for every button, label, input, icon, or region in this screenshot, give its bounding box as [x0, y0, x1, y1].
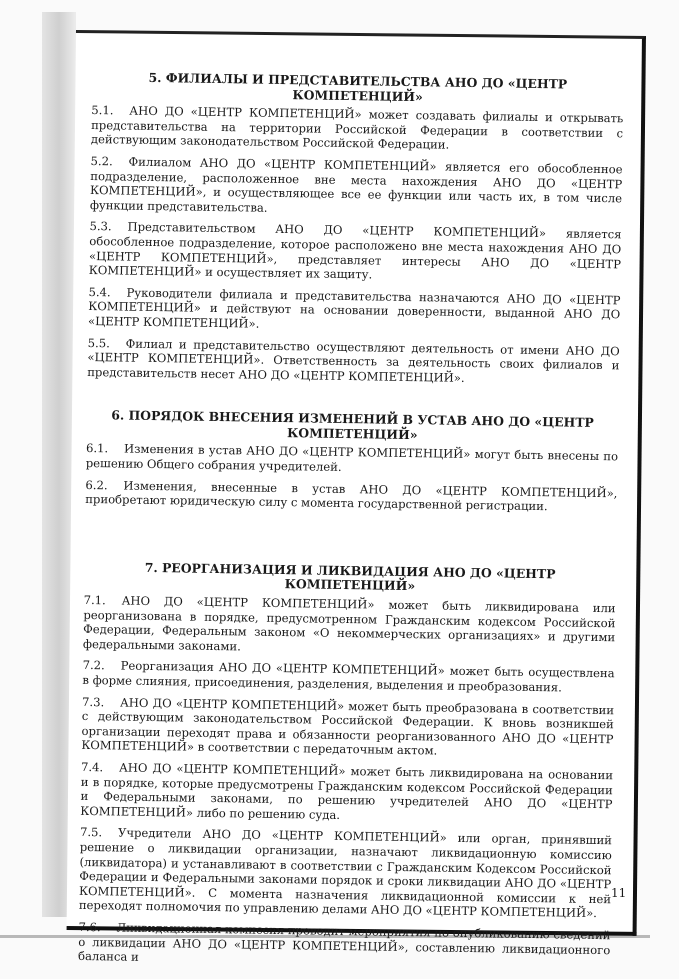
- paragraph: [85, 478, 617, 516]
- paragraph-number: 5.1.: [91, 103, 114, 118]
- paragraph-text: АНО ДО «ЦЕНТР КОМПЕТЕНЦИЙ» может быть преобразована в соответствии с действующим законодательством Российской Федерации. К вновь возникшей организации переходят права и обязанности реорганизованного АНО ДО «ЦЕНТР КОМПЕТЕНЦИЙ» в соответствии с передаточным актом.: [81, 695, 615, 758]
- paragraph-text: Изменения, внесенные в устав АНО ДО «ЦЕНТР КОМПЕТЕНЦИЙ», приобретают юридическую силу с момента государственной регистрации.: [85, 478, 618, 514]
- section-title: 6. ПОРЯДОК ВНЕСЕНИЯ ИЗМЕНЕНИЙ В УСТАВ АНО ДО «ЦЕНТР КОМПЕТЕНЦИЙ»: [111, 407, 594, 443]
- section-title: 7. РЕОРГАНИЗАЦИЯ И ЛИКВИДАЦИЯ АНО ДО «ЦЕНТР КОМПЕТЕНЦИЙ»: [144, 559, 556, 594]
- paragraph: [88, 285, 621, 337]
- section-6: [85, 408, 618, 515]
- paragraph-text: Реорганизация АНО ДО «ЦЕНТР КОМПЕТЕНЦИЙ» может быть осуществлена в форме слияния, присоединения, разделения, выделения и преобразования.: [82, 658, 615, 695]
- paragraph-number: 5.3.: [89, 219, 112, 234]
- paragraph-number: 7.2.: [82, 658, 105, 673]
- paragraph: [83, 593, 616, 660]
- paragraph-number: 5.4.: [88, 284, 111, 300]
- paragraph: [79, 825, 612, 921]
- paragraph-number: 5.2.: [90, 153, 113, 169]
- paragraph: [90, 154, 623, 221]
- paragraph-number: 7.3.: [81, 694, 105, 709]
- paragraph-number: 7.6.: [78, 919, 101, 935]
- paragraph-text: АНО ДО «ЦЕНТР КОМПЕТЕНЦИЙ» может создавать филиалы и открывать представительства на территории Российской Федерации в соответствии с действующим законодательством Российской Федерации.: [90, 103, 624, 152]
- paragraph-number: 7.4.: [80, 759, 104, 775]
- paragraph: [81, 695, 614, 762]
- paragraph-text: Учредители АНО ДО «ЦЕНТР КОМПЕТЕНЦИЙ» или орган, принявший решение о ликвидации организации, назначают ликвидационную комиссию (ликвидатора) и устанавливают в соответствии с Гражданским Кодексом Российской Федерации и Федеральными законами порядок и сроки ликвидации АНО ДО «ЦЕНТР КОМПЕТЕНЦИЙ». С момента назначения ликвидационной комиссии к ней переходят полномочия по управлению делами АНО ДО «ЦЕНТР КОМПЕТЕНЦИЙ».: [78, 825, 613, 921]
- paragraph-number: 7.5.: [79, 825, 103, 840]
- paragraph-text: Ликвидационная комиссия проводит мероприятия по опубликованию сведений о ликвидации АНО ДО «ЦЕНТР КОМПЕТЕНЦИЙ», составлению ликвидационного баланса и: [77, 920, 611, 964]
- paragraph: [78, 920, 611, 972]
- section-7: [78, 560, 616, 972]
- paragraph-text: Филиал и представительство осуществляют деятельность от имени АНО ДО «ЦЕНТР КОМПЕТЕНЦИЙ». Ответственность за деятельность своих филиалов и представительств несет АНО ДО «ЦЕНТР КОМПЕТЕНЦИЙ».: [87, 336, 620, 385]
- paragraph-text: Представительством АНО ДО «ЦЕНТР КОМПЕТЕНЦИЙ» является обособленное подразделение, которое расположено вне места нахождения АНО ДО «ЦЕНТР КОМПЕТЕНЦИЙ», представляет интересы АНО ДО «ЦЕНТР КОМПЕТЕНЦИЙ» и осуществляет их защиту.: [88, 219, 622, 282]
- paragraph-text: Руководители филиала и представительства назначаются АНО ДО «ЦЕНТР КОМПЕТЕНЦИЙ» и действуют на основании доверенности, выданной АНО ДО «ЦЕНТР КОМПЕТЕНЦИЙ».: [87, 285, 621, 331]
- paragraph-number: 6.1.: [85, 441, 109, 456]
- paragraph: [87, 335, 620, 387]
- document-body: [77, 69, 627, 979]
- paragraph: [89, 219, 622, 286]
- paragraph-number: 7.1.: [83, 592, 106, 608]
- paragraph: [82, 658, 614, 696]
- paragraph: [91, 103, 624, 155]
- paragraph-text: Изменения в устав АНО ДО «ЦЕНТР КОМПЕТЕНЦИЙ» могут быть внесены по решению Общего собрания учредителей.: [85, 442, 619, 475]
- paragraph-number: 5.5.: [87, 335, 110, 350]
- page-number: 11: [611, 886, 627, 900]
- paragraph: [86, 441, 618, 479]
- section-5: [87, 70, 624, 388]
- paragraph: [80, 760, 613, 827]
- paragraph-text: АНО ДО «ЦЕНТР КОМПЕТЕНЦИЙ» может быть ликвидирована или реорганизована в порядке, предусмотренном Гражданским кодексом Российской Федерации, Федеральным законом «О некоммерческих организациях» и другими федеральными законами.: [82, 593, 616, 654]
- paragraph-number: 6.2.: [85, 477, 108, 492]
- paragraph-text: АНО ДО «ЦЕНТР КОМПЕТЕНЦИЙ» может быть ликвидирована на основании и в порядке, которые предусмотрены Гражданским кодексом Российской Федерации и Федеральными законами, по решению учредителей АНО ДО «ЦЕНТР КОМПЕТЕНЦИЙ» либо по решению суда.: [80, 760, 614, 822]
- section-title: 5. ФИЛИАЛЫ И ПРЕДСТАВИТЕЛЬСТВА АНО ДО «ЦЕНТР КОМПЕТЕНЦИЙ»: [148, 69, 568, 104]
- paragraph-text: Филиалом АНО ДО «ЦЕНТР КОМПЕТЕНЦИЙ» является его обособленное подразделение, расположенное вне места нахождения АНО ДО «ЦЕНТР КОМПЕТЕНЦИЙ», и осуществляющее все ее функции или часть их, в том числе функции представительства.: [89, 154, 623, 215]
